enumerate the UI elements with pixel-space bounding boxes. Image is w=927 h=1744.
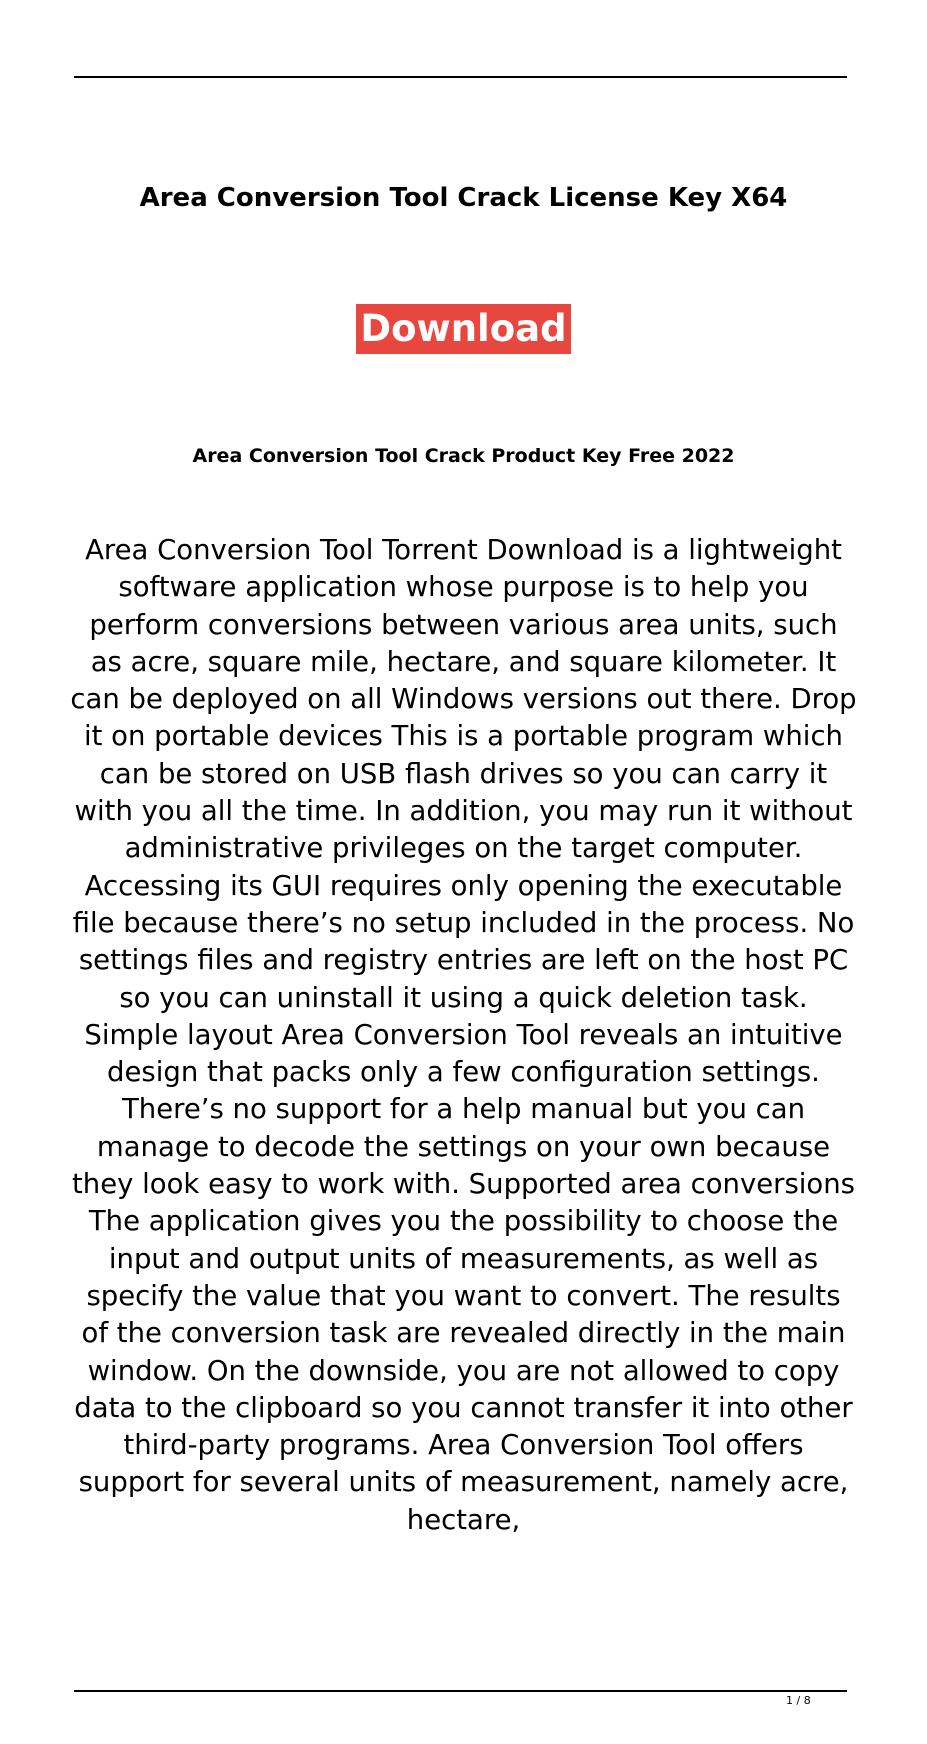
bottom-divider bbox=[74, 1690, 847, 1692]
body-paragraph: Area Conversion Tool Torrent Download is a lightweight software application whose purpose is to help you perform conversions between various area units, such as acre, square mile, hectare, and square kilometer. It can be deployed on all Windows versions out there. Drop it on portable devices This is a portable program which can be stored on USB flash drives so you can carry it with you all the time. In addition, you may run it without administrative privileges on the target computer. Accessing its GUI requires only opening the executable file because there’s no setup included in the process. No settings files and registry entries are left on the host PC so you can uninstall it using a quick deletion task. Simple layout Area Conversion Tool reveals an intuitive design that packs only a few configuration settings. There’s no support for a help manual but you can manage to decode the settings on your own because they look easy to work with. Supported area conversions The application gives you the possibility to choose the input and output units of measurements, as well as specify the value that you want to convert. The results of the conversion task are revealed directly in the main window. On the downside, you are not allowed to copy data to the clipboard so you cannot transfer it into other third-party programs. Area Conversion Tool offers support for several units of measurement, namely acre, hectare, bbox=[70, 534, 857, 1536]
download-container bbox=[0, 304, 927, 354]
document-subtitle: Area Conversion Tool Crack Product Key Free 2022 bbox=[192, 445, 735, 467]
page-number: 1 / 8 bbox=[786, 1694, 811, 1707]
document-title: Area Conversion Tool Crack License Key X64 bbox=[139, 183, 788, 213]
download-button[interactable]: Download bbox=[356, 304, 570, 354]
top-divider bbox=[74, 76, 847, 78]
